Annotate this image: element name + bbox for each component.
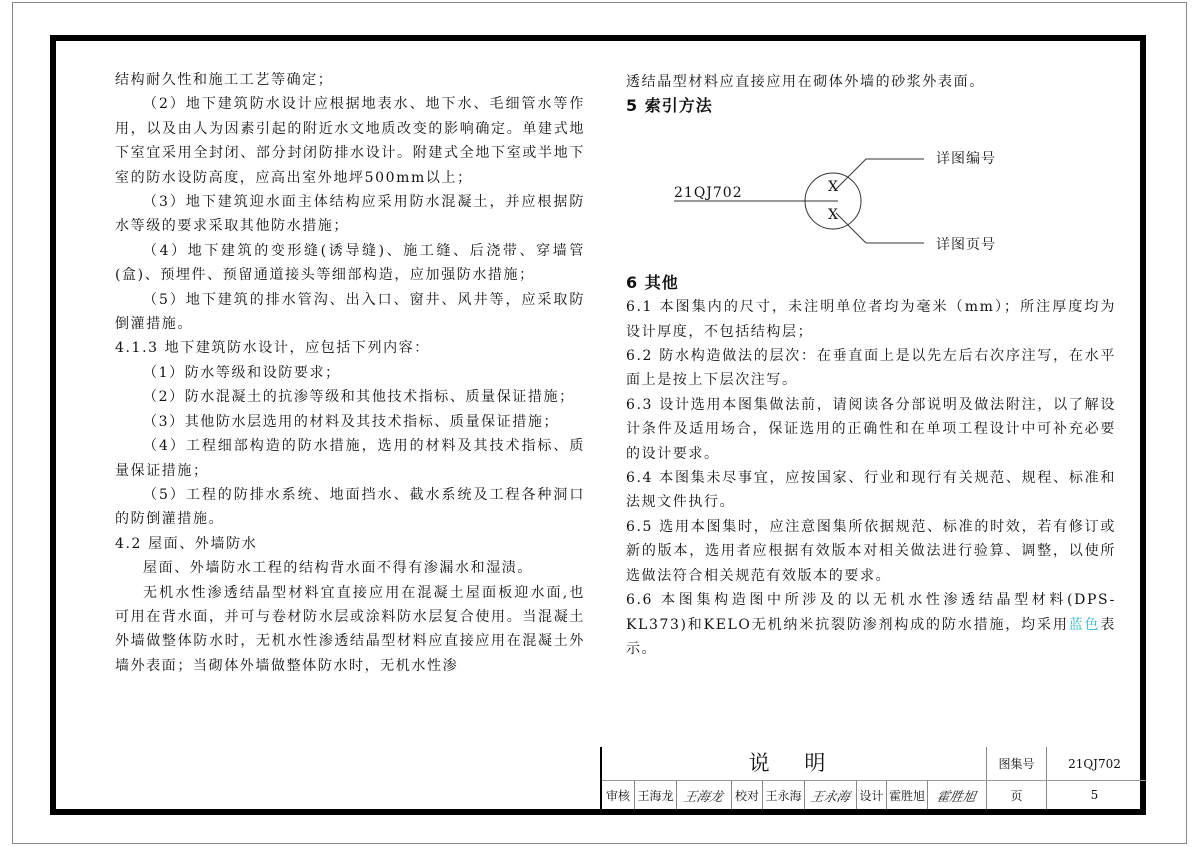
note-item-6-6 (626, 588, 1116, 661)
detail-number-symbol: X (828, 178, 839, 195)
note-item: 6.1 本图集内的尺寸，未注明单位者均为毫米（mm）；所注厚度均为设计厚度，不包括结构层； (626, 299, 1116, 340)
page-label: 页 (986, 781, 1046, 809)
page-number: 5 (1046, 781, 1142, 809)
title-block-row-signatures (602, 781, 1146, 809)
detail-page-symbol: X (828, 206, 839, 223)
paragraph: 无机水性渗透结晶型材料宜直接应用在混凝土屋面板迎水面,也可用在背水面，并可与卷材防水层或涂料防水层复合使用。当混凝土外墙做整体防水时，无机水性渗透结晶型材料应直接应用在混凝土外墙外表面；当砌体外墙做整体防水时，无机水性渗 (115, 584, 585, 674)
check-label: 校对 (731, 781, 762, 809)
paragraph: （3）地下建筑迎水面主体结构应采用防水混凝土，并应根据防水等级的要求采取其他防水措施； (115, 194, 585, 235)
review-label: 审核 (605, 788, 630, 803)
note-6-6-text: 6.6 本图集构造图中所涉及的以无机水性渗透结晶型材料(DPS-KL373)和KELO无机纳米抗裂防渗剂构成的防水措施，均采用 (626, 592, 1116, 633)
design-label: 设计 (856, 781, 886, 809)
checker-name: 王永海 (762, 781, 804, 809)
reviewer-name: 王海龙 (634, 781, 676, 809)
paragraph: （4）地下建筑的变形缝(诱导缝)、施工缝、后浇带、穿墙管(盒)、预埋件、预留通道接头等细部构造，应加强防水措施； (115, 242, 585, 284)
paragraph: 结构耐久性和施工工艺等确定； (115, 72, 334, 88)
section-heading-6: 6 其他 (626, 272, 679, 292)
paragraph-continuation: 透结晶型材料应直接应用在砌体外墙的砂浆外表面。 (626, 74, 985, 90)
blue-highlight-text: 蓝色 (1068, 616, 1101, 633)
note-item: 6.4 本图集未尽事宜，应按国家、行业和现行有关规范、规程、标准和法规文件执行。 (626, 470, 1116, 511)
paragraph: （2）地下建筑防水设计应根据地表水、地下水、毛细管水等作用，以及由人为因素引起的附近水文地质改变的影响确定。单建式地下室宜采用全封闭、部分封闭防排水设计。附建式全地下室或半地下室的防水设防高度，应高出室外地坪500mm以上； (115, 96, 585, 186)
title-block (600, 747, 1146, 815)
paragraph: （1）防水等级和设防要求； (143, 364, 341, 381)
paragraph: （2）防水混凝土的抗渗等级和其他技术指标、质量保证措施； (143, 389, 575, 406)
section-heading-5: 5 索引方法 (626, 96, 713, 116)
right-text-column (626, 70, 1116, 661)
designer-name: 霍胜旭 (886, 781, 927, 809)
note-6-6-tail: 表示。 (626, 616, 1116, 657)
paragraph: （3）其他防水层选用的材料及其技术指标、质量保证措施； (143, 413, 560, 430)
title-block-row-title (602, 747, 1146, 781)
paragraph: 屋面、外墙防水工程的结构背水面不得有渗漏水和湿渍。 (143, 560, 533, 577)
index-symbol-diagram (626, 119, 1116, 269)
detail-number-label: 详图编号 (936, 150, 996, 167)
note-item: 6.3 设计选用本图集做法前，请阅读各分部说明及做法附注，以了解设计条件及适用场合，保证选用的正确性和在单项工程设计中可补充必要的设计要求。 (626, 396, 1116, 462)
designer-signature: 霍胜旭 (927, 781, 986, 809)
reviewer-signature: 王海龙 (676, 781, 731, 809)
note-item: 6.5 选用本图集时，应注意图集所依据规范、标准的时效，若有修订或新的版本，选用者应根据有效版本对相关做法进行验算、调整，以使所选做法符合相关规范有效版本的要求。 (626, 518, 1116, 584)
atlas-number-label: 图集号 (986, 747, 1046, 780)
paragraph: （5）地下建筑的排水管沟、出入口、窗井、风井等，应采取防倒灌措施。 (115, 291, 585, 333)
paragraph: （5）工程的防排水系统、地面挡水、截水系统及工程各种洞口的防倒灌措施。 (115, 486, 585, 528)
note-item: 6.2 防水构造做法的层次：在垂直面上是以先左后右次序注写，在水平面上是按上下层次注写。 (626, 348, 1116, 389)
atlas-code-label: 21QJ702 (674, 184, 743, 201)
left-text-column (115, 68, 585, 678)
detail-page-label: 详图页号 (936, 236, 996, 253)
sheet-title: 说 明 (748, 751, 840, 775)
checker-signature: 王永海 (804, 781, 856, 809)
atlas-number-value: 21QJ702 (1046, 747, 1142, 780)
paragraph: （4）工程细部构造的防水措施，选用的材料及其技术指标、质量保证措施； (115, 438, 585, 479)
clause-heading: 4.1.3 地下建筑防水设计，应包括下列内容： (115, 340, 430, 357)
section-heading-4-2: 4.2 屋面、外墙防水 (115, 535, 258, 552)
